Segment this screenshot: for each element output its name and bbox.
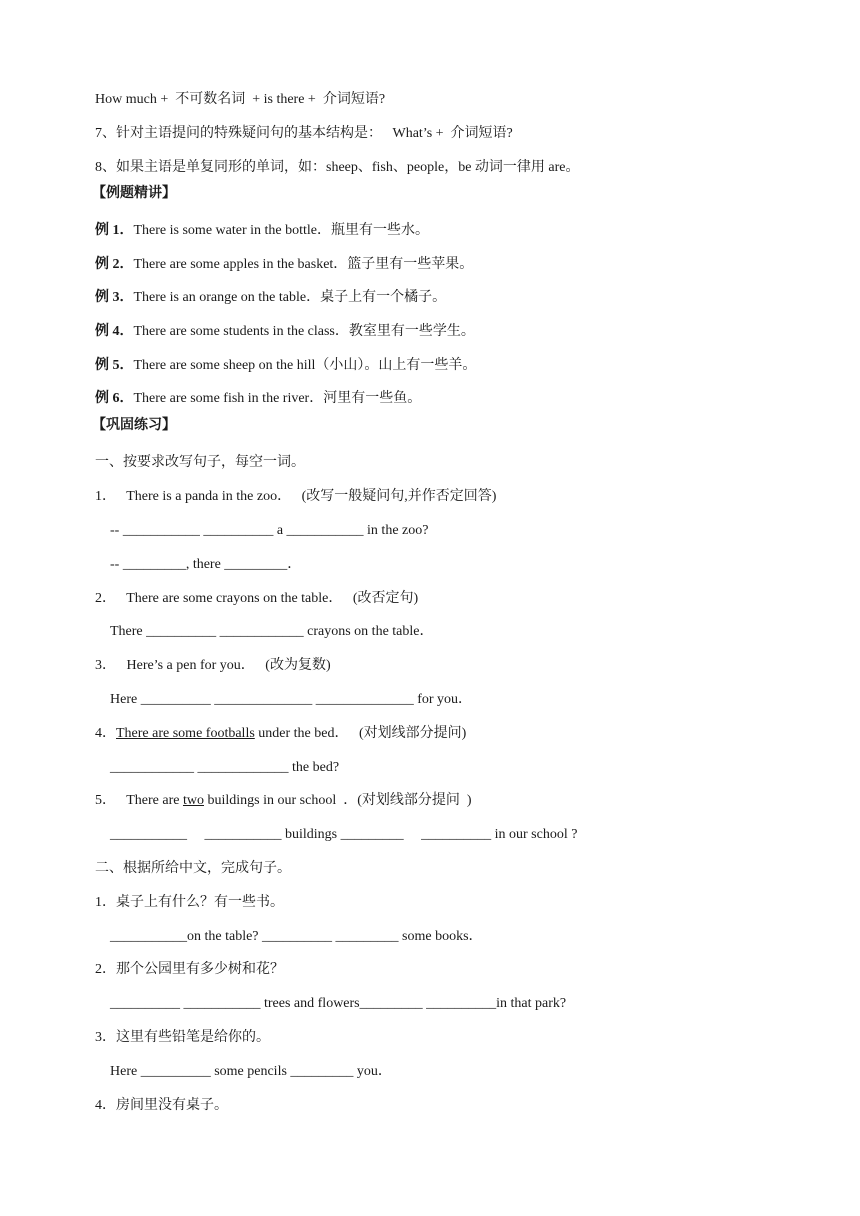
- part1-title: 一、按要求改写句子，每空一词。: [95, 455, 305, 470]
- example-item: [95, 323, 475, 341]
- question-2: 2． There are some crayons on the table． (改否定句): [95, 591, 419, 606]
- translation-2: 2．那个公园里有多少树和花？: [95, 962, 284, 977]
- translation-3: 3．这里有些铅笔是给你的。: [95, 1030, 270, 1045]
- question-3: 3． Here’s a pen for you． (改为复数): [95, 658, 331, 673]
- question-text: under the bed． (对划线部分提问): [254, 726, 467, 741]
- translation-answer-3: Here __________ some pencils _________ you．: [110, 1064, 392, 1079]
- translation-answer-1: ___________on the table? __________ _________ some books．: [110, 929, 483, 944]
- answer-line-1b: -- _________, there _________．: [110, 557, 302, 572]
- example-label: 例 5．: [95, 358, 134, 373]
- example-item: [95, 357, 476, 375]
- answer-line-5: ___________ ___________ buildings _________ __________ in our school ?: [110, 827, 578, 842]
- example-text: There are some students in the class．教室里有一些学生。: [133, 324, 475, 339]
- question-text: 5． There are: [95, 793, 183, 808]
- example-text: There are some sheep on the hill（小山）。山上有一些羊。: [133, 358, 477, 373]
- example-text: There are some apples in the basket．篮子里有一些苹果。: [133, 257, 474, 272]
- example-item: [95, 256, 473, 274]
- rule-line-7: 7、针对主语提问的特殊疑问句的基本结构是： What’s + 介词短语?: [95, 126, 513, 141]
- answer-line-3: Here __________ ______________ ______________ for you．: [110, 692, 473, 707]
- rule-line-8: 8、如果主语是单复同形的单词，如：sheep、fish、people，be 动词一律用 are。: [95, 160, 580, 175]
- example-label: 例 3．: [95, 290, 134, 305]
- answer-line-1a: -- ___________ __________ a ___________ in the zoo?: [110, 523, 429, 538]
- translation-answer-2: __________ ___________ trees and flowers_________ __________in that park?: [110, 996, 567, 1011]
- question-4: [95, 725, 466, 743]
- example-item: [95, 289, 446, 307]
- question-1: 1． There is a panda in the zoo． (改写一般疑问句,并作否定回答): [95, 489, 497, 504]
- underlined-phrase: two: [182, 793, 204, 808]
- underlined-phrase: There are some footballs: [116, 726, 255, 741]
- example-label: 例 2．: [95, 257, 134, 272]
- example-item: [95, 390, 421, 408]
- answer-line-4: ____________ _____________ the bed?: [110, 760, 340, 775]
- question-5: [95, 792, 472, 810]
- example-text: There are some fish in the river．河里有一些鱼。: [133, 391, 422, 406]
- example-label: 例 1．: [95, 223, 134, 238]
- example-label: 例 6．: [95, 391, 134, 406]
- question-text: buildings in our school ．(对划线部分提问 ): [203, 793, 472, 808]
- practice-heading: 【巩固练习】: [92, 418, 176, 433]
- part2-title: 二、根据所给中文，完成句子。: [95, 861, 291, 876]
- question-number: 4．: [95, 726, 116, 741]
- example-item: [95, 222, 429, 240]
- example-label: 例 4．: [95, 324, 134, 339]
- example-text: There is some water in the bottle．瓶里有一些水。: [133, 223, 429, 238]
- translation-1: 1．桌子上有什么？有一些书。: [95, 895, 284, 910]
- answer-line-2: There __________ ____________ crayons on the table．: [110, 624, 434, 639]
- rule-line-how-much: How much + 不可数名词 + is there + 介词短语?: [95, 92, 386, 107]
- example-text: There is an orange on the table．桌子上有一个橘子。: [133, 290, 447, 305]
- examples-heading: 【例题精讲】: [92, 186, 176, 201]
- translation-4: 4．房间里没有桌子。: [95, 1098, 228, 1113]
